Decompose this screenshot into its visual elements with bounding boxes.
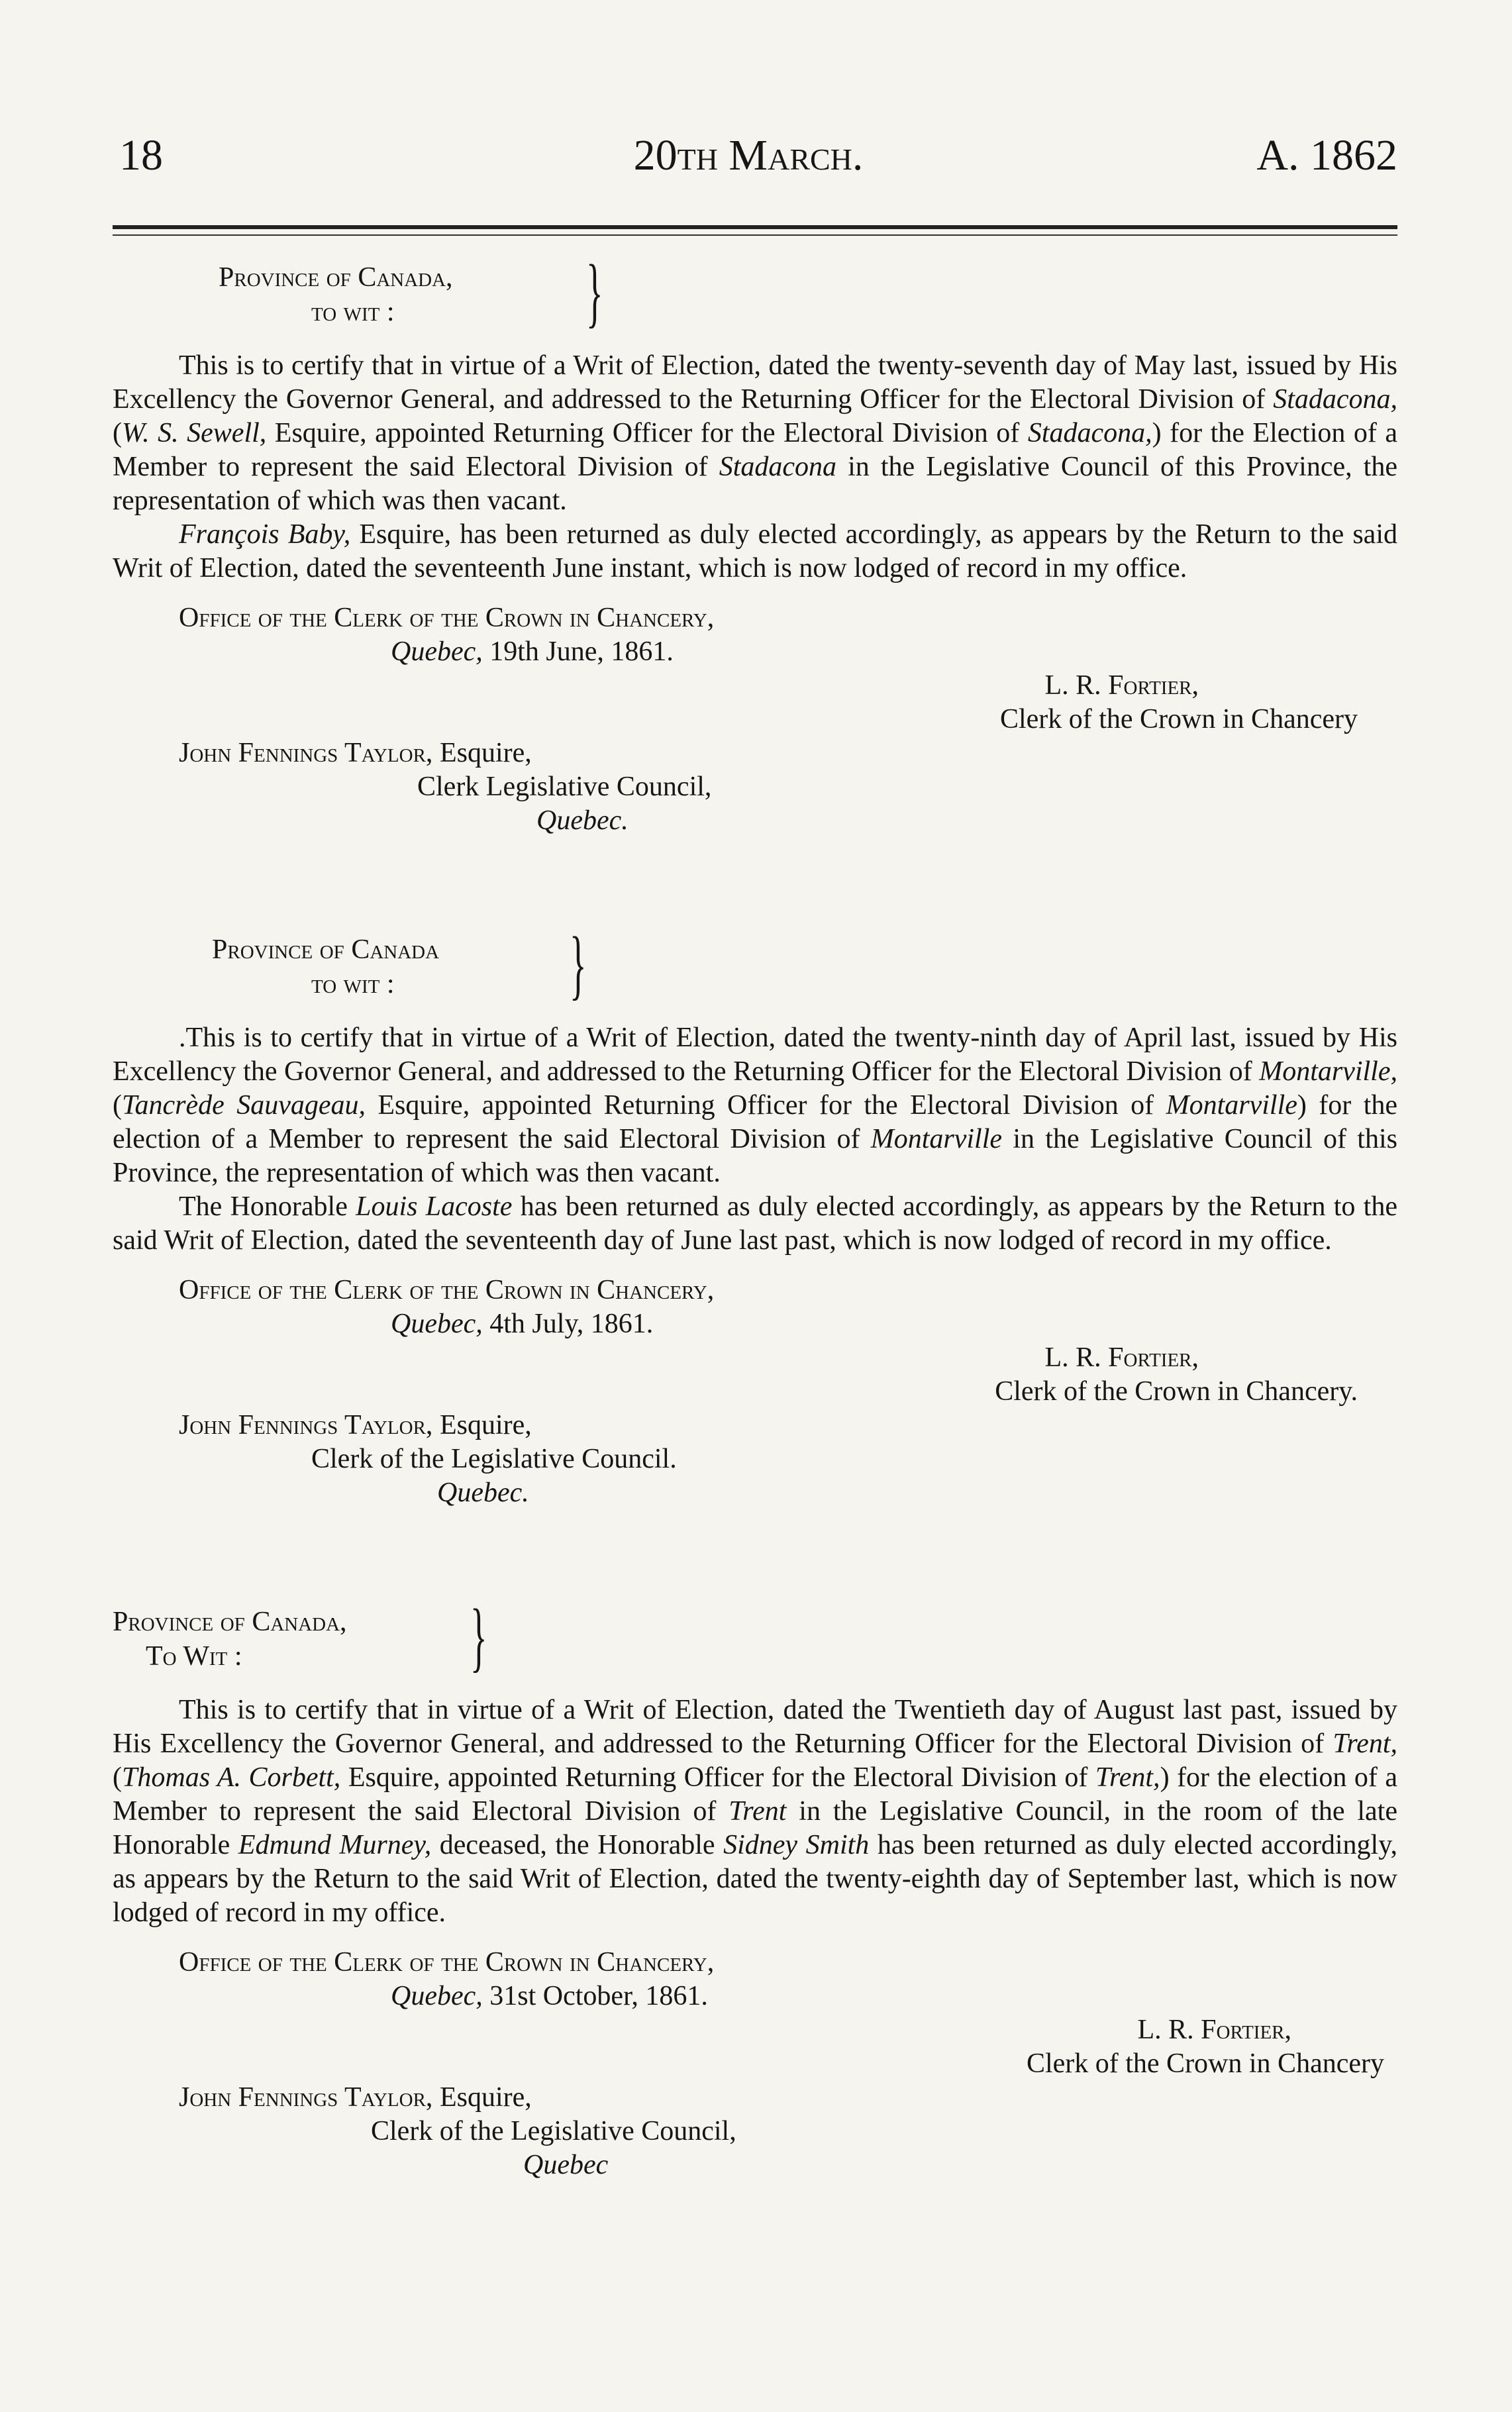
italic-name: Montarville, (1259, 1056, 1397, 1087)
date-line (113, 635, 1397, 669)
italic-name: Sidney Smith (723, 1830, 870, 1860)
to-wit-label: To Wit : (146, 1641, 242, 1672)
province-heading (113, 1593, 1397, 1680)
province-label: Province of Canada (212, 934, 440, 965)
italic-name: Stadacona (719, 452, 837, 482)
office-line: Office of the Clerk of the Crown in Chancery, (179, 1947, 715, 1978)
office-line: Office of the Clerk of the Crown in Chancery, (179, 603, 715, 633)
signer-title: Clerk of the Crown in Chancery (1026, 2048, 1384, 2079)
to-wit-label: to wit : (311, 969, 395, 999)
italic-name: Trent (729, 1796, 787, 1827)
notice-stadacona (113, 248, 1398, 838)
signer-title: Clerk of the Crown in Chancery (999, 704, 1358, 734)
signature-block (113, 669, 1397, 736)
to-wit-label: to wit : (311, 297, 395, 327)
place-name: Quebec, (391, 1309, 483, 1339)
province-heading (113, 248, 1397, 336)
addressee-title: Clerk Legislative Council, (417, 772, 712, 802)
brace-icon: } (470, 1593, 487, 1680)
page-header (99, 126, 1397, 185)
notice-paragraph: The Honorable Louis Lacoste has been returned as duly elected accordingly, as appears by the Return to the said Writ of Election, dated the seventeenth day of June last past, which is now lodged of record in my office. (113, 1191, 1397, 1256)
province-label: Province of Canada, (219, 262, 453, 293)
signature-block (113, 2013, 1397, 2081)
notice-paragraph: This is to certify that in virtue of a Writ of Election, dated the twenty-seventh day of May last, issued by His Excellency the Governor General, and addressed to the Returning Officer for the Electoral Division of Stadacona, (W. S. Sewell, Esquire, appointed Returning Officer for the Electoral Division of Stadacona,) for the Election of a Member to represent the said Electoral Division of Stadacona in the Legislative Council of this Province, the representation of which was then vacant. (113, 350, 1398, 516)
addressee-block (113, 736, 1397, 838)
province-heading (113, 921, 1397, 1008)
province-label: Province of Canada, (113, 1607, 347, 1637)
italic-name: Trent, (1333, 1729, 1397, 1759)
place-name: Quebec, (391, 1981, 483, 2011)
italic-name: Montarville (870, 1124, 1003, 1154)
addressee-suffix: Esquire, (439, 1410, 532, 1440)
brace-icon: } (586, 248, 603, 335)
signer-title: Clerk of the Crown in Chancery. (995, 1376, 1358, 1407)
signer-name: L. R. Fortier, (1044, 670, 1199, 701)
brace-icon: } (570, 921, 587, 1007)
addressee-block (113, 2081, 1397, 2182)
addressee-title: Clerk of the Legislative Council. (311, 1444, 677, 1474)
italic-name: Tancrède Sauvageau, (122, 1090, 366, 1121)
italic-name: Louis Lacoste (356, 1191, 513, 1222)
addressee-place: Quebec. (437, 1478, 529, 1508)
italic-name: Stadacona, (1273, 384, 1397, 415)
date-line (113, 1307, 1397, 1341)
header-date: 20th March. (633, 131, 864, 179)
italic-name: Trent, (1095, 1762, 1160, 1793)
signer-name: L. R. Fortier, (1137, 2015, 1291, 2045)
addressee-title: Clerk of the Legislative Council, (371, 2116, 736, 2146)
notice-trent (113, 1593, 1397, 2182)
addressee-block (113, 1409, 1397, 1510)
addressee-place: Quebec (523, 2150, 609, 2180)
header-year: A. 1862 (1256, 131, 1397, 179)
addressee-name: John Fennings Taylor, (179, 738, 433, 768)
italic-name: François Baby, (179, 519, 351, 550)
notice-paragraph: .This is to certify that in virtue of a Writ of Election, dated the twenty-ninth day of April last, issued by His Excellency the Governor General, and addressed to the Returning Officer for the Electoral Division of Montarville, (Tancrède Sauvageau, Esquire, appointed Returning Officer for the Electoral Division of Montarville) for the election of a Member to represent the said Electoral Division of Montarville in the Legislative Council of this Province, the representation of which was then vacant. (113, 1023, 1397, 1188)
header-rule-thin (113, 234, 1397, 236)
italic-name: Edmund Murney, (238, 1830, 432, 1860)
notice-paragraph: This is to certify that in virtue of a Writ of Election, dated the Twentieth day of August last past, issued by His Excellency the Governor General, and addressed to the Returning Officer for the Electoral Division of Trent, (Thomas A. Corbett, Esquire, appointed Returning Officer for the Electoral Division of Trent,) for the election of a Member to represent the said Electoral Division of Trent in the Legislative Council, in the room of the late Honorable Edmund Murney, deceased, the Honorable Sidney Smith has been returned as duly elected accordingly, as appears by the Return to the said Writ of Election, dated the twenty-eighth day of September last, which is now lodged of record in my office. (113, 1695, 1397, 1928)
date-line (113, 1980, 1397, 2013)
issue-date: 4th July, 1861. (489, 1309, 654, 1339)
notice-montarville (113, 921, 1397, 1510)
addressee-suffix: Esquire, (439, 738, 532, 768)
italic-name: Montarville (1166, 1090, 1297, 1121)
issue-date: 19th June, 1861. (489, 636, 674, 667)
issue-date: 31st October, 1861. (489, 1981, 708, 2011)
signer-name: L. R. Fortier, (1044, 1342, 1199, 1373)
italic-name: Stadacona, (1027, 418, 1152, 448)
notice-paragraph: François Baby, Esquire, has been returned as duly elected accordingly, as appears by the Return to the said Writ of Election, dated the seventeenth June instant, which is now lodged of record in my office. (113, 519, 1397, 583)
signature-block (113, 1341, 1397, 1409)
addressee-name: John Fennings Taylor, (179, 2082, 433, 2113)
office-line: Office of the Clerk of the Crown in Chancery, (179, 1275, 715, 1305)
addressee-place: Quebec. (536, 805, 629, 836)
addressee-suffix: Esquire, (439, 2082, 532, 2113)
place-name: Quebec, (391, 636, 483, 667)
header-rule-thick (113, 225, 1397, 229)
italic-name: W. S. Sewell, (122, 418, 267, 448)
italic-name: Thomas A. Corbett, (122, 1762, 341, 1793)
addressee-name: John Fennings Taylor, (179, 1410, 433, 1440)
page-number: 18 (119, 131, 163, 179)
